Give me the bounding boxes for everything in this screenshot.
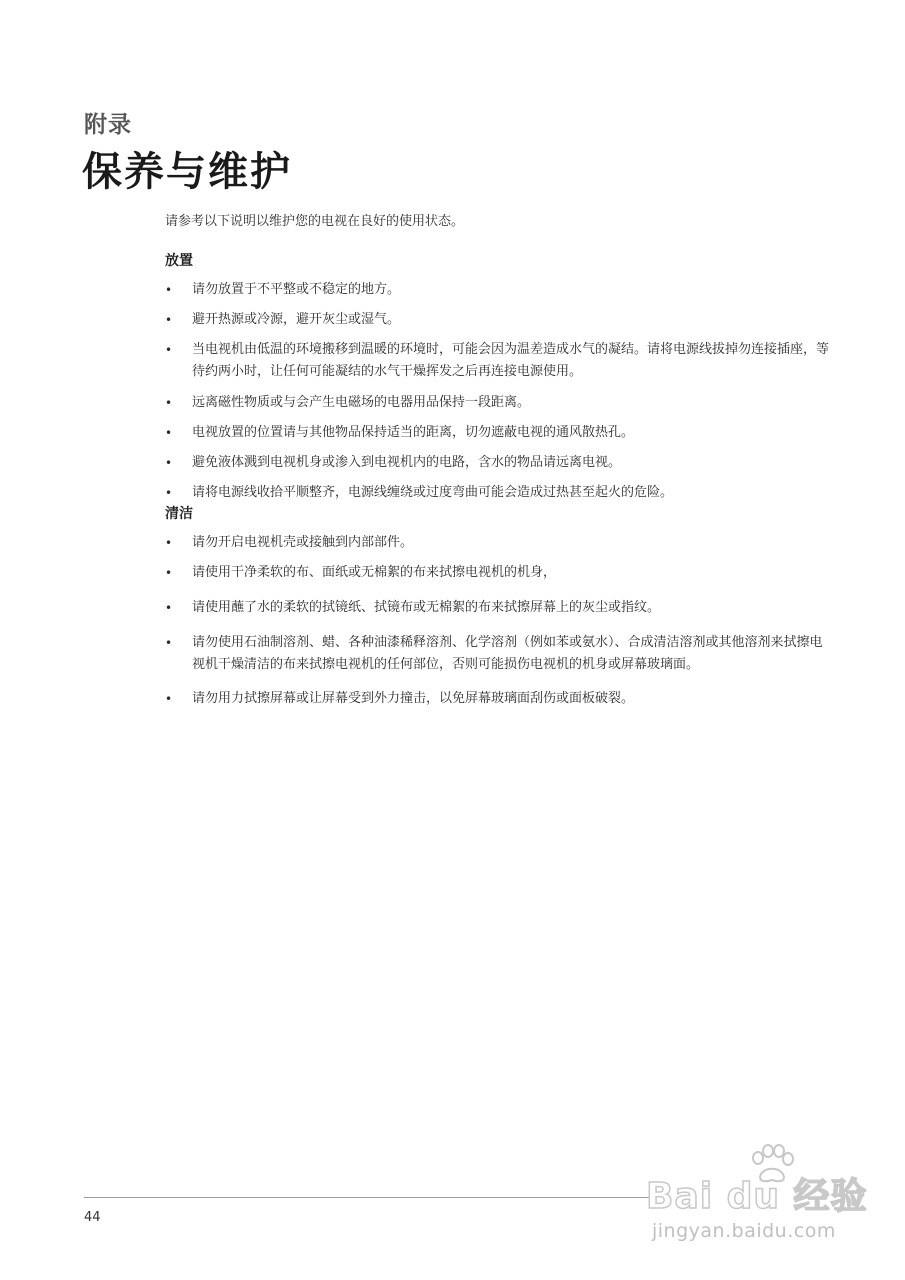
- list-item: • 请使用干净柔软的布、面纸或无棉絮的布来拭擦电视机的机身，: [165, 562, 835, 584]
- page-title: 保养与维护: [82, 148, 292, 195]
- list-item: • 请使用蘸了水的柔软的拭镜纸、拭镜布或无棉絮的布来拭擦屏幕上的灰尘或指纹。: [165, 597, 835, 619]
- intro-text: 请参考以下说明以维护您的电视在良好的使用状态。: [165, 214, 465, 229]
- list-item: • 请将电源线收拾平顺整齐，电源线缠绕或过度弯曲可能会造成过热甚至起火的危险。: [165, 482, 835, 504]
- appendix-label: 附录: [84, 111, 132, 138]
- list-item: • 请勿使用石油制溶剂、蜡、各种油漆稀释溶剂、化学溶剂（例如苯或氨水）、合成清洁溶剂或其他溶剂来拭擦电视机干燥清洁的布来拭擦电视机的任何部位，否则可能损伤电视机的机身或屏幕玻璃面。: [165, 632, 835, 676]
- section-heading-cleaning: 清洁: [165, 506, 193, 522]
- list-item: • 当电视机由低温的环境搬移到温暖的环境时，可能会因为温差造成水气的凝结。请将电源线拔掉勿连接插座，等待约两小时，让任何可能凝结的水气干燥挥发之后再连接电源使用。: [165, 339, 835, 383]
- watermark: [640, 1140, 870, 1260]
- footer-divider: [84, 1197, 650, 1198]
- placement-list: [165, 279, 835, 504]
- list-item: • 避免液体溅到电视机身或渗入到电视机内的电路，含水的物品请远离电视。: [165, 452, 835, 474]
- watermark-url: jingyan.baidu.com: [652, 1220, 836, 1242]
- list-item: • 请勿放置于不平整或不稳定的地方。: [165, 279, 835, 301]
- list-item: • 请勿用力拭擦屏幕或让屏幕受到外力撞击，以免屏幕玻璃面刮伤或面板破裂。: [165, 688, 835, 710]
- list-item: • 电视放置的位置请与其他物品保持适当的距离，切勿遮蔽电视的通风散热孔。: [165, 422, 835, 444]
- section-heading-placement: 放置: [165, 253, 193, 269]
- page-number: 44: [84, 1210, 101, 1225]
- list-item: • 避开热源或冷源，避开灰尘或湿气。: [165, 309, 835, 331]
- list-item: • 远离磁性物质或与会产生电磁场的电器用品保持一段距离。: [165, 392, 835, 414]
- watermark-brand: Bai du 经验: [646, 1176, 868, 1217]
- list-item: • 请勿开启电视机壳或接触到内部部件。: [165, 532, 835, 554]
- cleaning-list: [165, 532, 835, 710]
